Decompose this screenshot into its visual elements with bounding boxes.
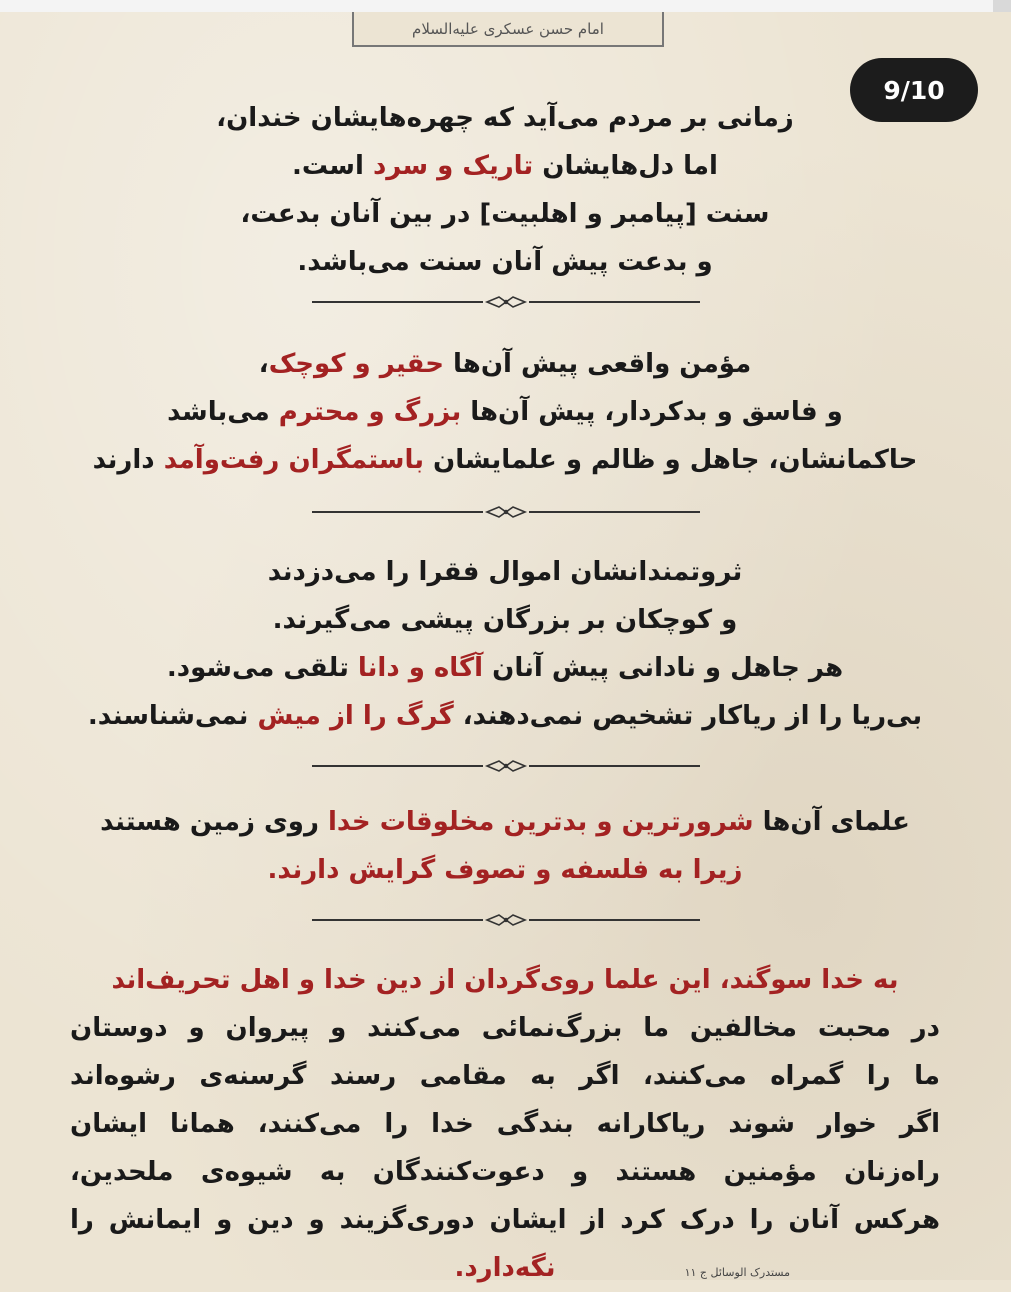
text-segment: ما را گمراه می‌کنند، اگر به مقامی رسند گرسنه‌ی رشوه‌اند bbox=[70, 1061, 940, 1091]
ornament-icon bbox=[483, 756, 529, 776]
text-line bbox=[70, 190, 940, 238]
section-1 bbox=[70, 94, 940, 286]
highlighted-text: تاریک و سرد bbox=[372, 151, 534, 181]
text-segment: ثروتمندانشان اموال فقرا را می‌دزدند bbox=[267, 557, 743, 587]
text-line bbox=[70, 1196, 940, 1244]
text-segment: علمای آن‌ها bbox=[753, 807, 910, 837]
ornament-divider bbox=[312, 292, 700, 312]
text-segment: سنت [پیامبر و اهلبیت] در بین آنان بدعت، bbox=[240, 199, 770, 229]
text-segment: و کوچکان بر بزرگان پیشی می‌گیرند. bbox=[272, 605, 738, 635]
source-citation: مستدرک الوسائل ج ۱۱ bbox=[684, 1266, 790, 1279]
highlighted-text: به خدا سوگند، این علما روی‌گردان از دین خدا و اهل تحریف‌اند bbox=[111, 965, 899, 995]
text-segment: و بدعت پیش آنان سنت می‌باشد. bbox=[297, 247, 713, 277]
text-line bbox=[70, 644, 940, 692]
text-segment: و فاسق و بدکردار، پیش آن‌ها bbox=[461, 397, 843, 427]
text-segment: در محبت مخالفین ما بزرگ‌نمائی می‌کنند و پیروان و دوستان bbox=[70, 1013, 940, 1043]
text-segment: روی زمین هستند bbox=[100, 807, 328, 837]
ornament-icon bbox=[483, 292, 529, 312]
text-line bbox=[70, 1052, 940, 1100]
text-line bbox=[70, 956, 940, 1004]
text-segment: مؤمن واقعی پیش آن‌ها bbox=[443, 349, 752, 379]
text-line bbox=[70, 692, 940, 740]
ornament-divider bbox=[312, 502, 700, 522]
text-segment: اما دل‌هایشان bbox=[533, 151, 718, 181]
highlighted-text: زیرا به فلسفه و تصوف گرایش دارند. bbox=[267, 855, 743, 885]
text-segment: راه‌زنان مؤمنین هستند و دعوت‌کنندگان به شیوه‌ی ملحدین، bbox=[70, 1157, 940, 1187]
text-segment: زمانی بر مردم می‌آید که چهره‌هایشان خندان، bbox=[216, 103, 794, 133]
text-line bbox=[70, 142, 940, 190]
text-segment: تلقی می‌شود. bbox=[166, 653, 358, 683]
text-line bbox=[70, 436, 940, 484]
highlighted-text: باستمگران رفت‌وآمد bbox=[163, 445, 424, 475]
ornament-divider bbox=[312, 756, 700, 776]
text-line bbox=[70, 846, 940, 894]
text-segment: است. bbox=[292, 151, 373, 181]
text-segment: بی‌ریا را از ریاکار تشخیص نمی‌دهند، bbox=[453, 701, 923, 731]
text-segment: دارند bbox=[92, 445, 164, 475]
text-segment: حاکمانشان، جاهل و ظالم و علمایشان bbox=[423, 445, 918, 475]
ornament-icon bbox=[483, 502, 529, 522]
text-segment: ، bbox=[258, 349, 269, 379]
text-segment: اگر خوار شوند ریاکارانه بندگی خدا را می‌کنند، همانا ایشان bbox=[70, 1109, 940, 1139]
text-line bbox=[70, 94, 940, 142]
text-segment: هرکس آنان را درک کرد از ایشان دوری‌گزیند و دین و ایمانش را bbox=[70, 1205, 940, 1235]
text-line bbox=[70, 596, 940, 644]
header-title-box bbox=[352, 12, 664, 47]
text-segment: نمی‌شناسند. bbox=[87, 701, 258, 731]
section-2 bbox=[70, 340, 940, 484]
highlighted-text: بزرگ و محترم bbox=[278, 397, 462, 427]
section-3 bbox=[70, 548, 940, 740]
header-title: امام حسن عسکری علیه‌السلام bbox=[412, 19, 604, 38]
status-strip-accent bbox=[993, 0, 1011, 12]
ornament-icon bbox=[483, 910, 529, 930]
text-line bbox=[70, 388, 940, 436]
section-5 bbox=[70, 956, 940, 1292]
highlighted-text: شرورترین و بدترین مخلوقات خدا bbox=[327, 807, 754, 837]
page-indicator-badge[interactable]: 9/10 bbox=[850, 58, 978, 122]
text-line bbox=[70, 1100, 940, 1148]
text-line bbox=[70, 798, 940, 846]
highlighted-text: حقیر و کوچک bbox=[268, 349, 444, 379]
highlighted-text: آگاه و دانا bbox=[357, 653, 484, 683]
text-line bbox=[70, 1148, 940, 1196]
text-line bbox=[70, 1004, 940, 1052]
highlighted-text: نگه‌دارد. bbox=[454, 1253, 556, 1283]
text-segment: می‌باشد bbox=[167, 397, 279, 427]
status-strip bbox=[0, 0, 1011, 12]
ornament-divider bbox=[312, 910, 700, 930]
highlighted-text: گرگ را از میش bbox=[257, 701, 454, 731]
text-line bbox=[70, 548, 940, 596]
text-segment: هر جاهل و نادانی پیش آنان bbox=[483, 653, 844, 683]
text-line bbox=[70, 238, 940, 286]
text-line bbox=[70, 340, 940, 388]
text-line bbox=[70, 1244, 940, 1292]
section-4 bbox=[70, 798, 940, 894]
